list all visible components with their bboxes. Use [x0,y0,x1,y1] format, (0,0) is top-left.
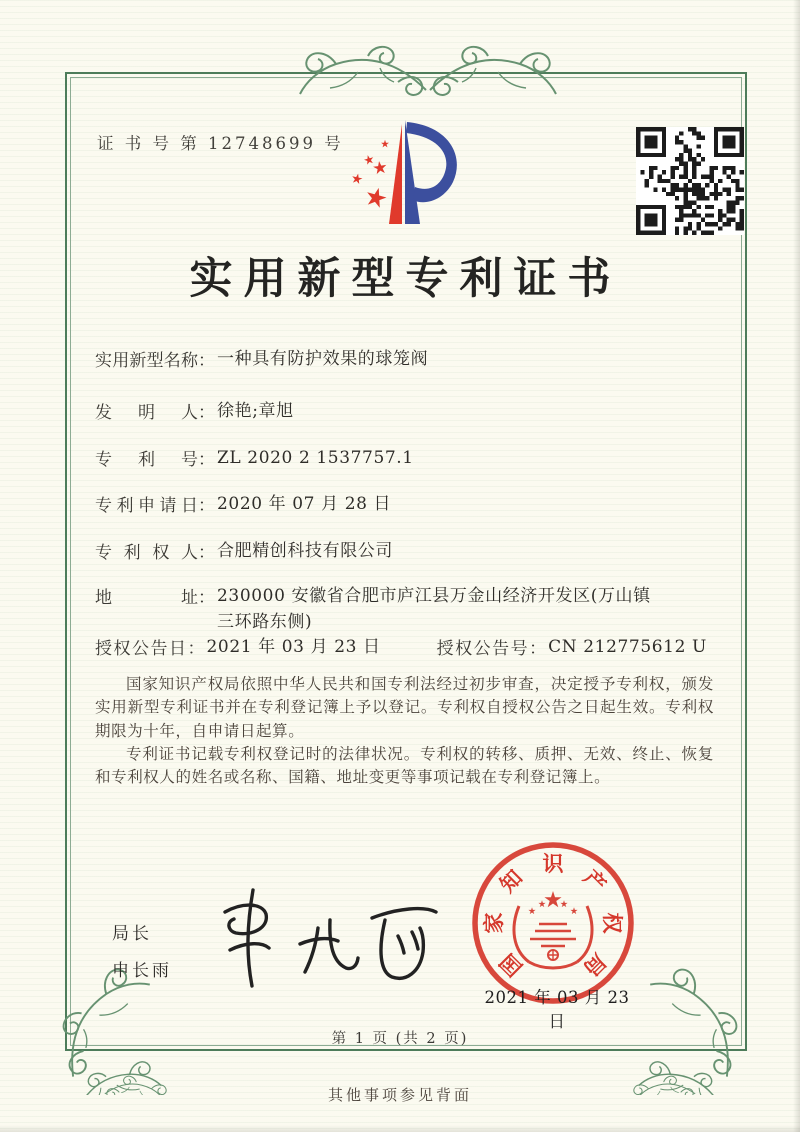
director-title: 局长 [112,924,152,944]
svg-text:产: 产 [578,864,612,898]
field-label: 专利权人 [95,543,198,563]
cnipa-logo-icon [333,110,473,238]
field-row-address [95,583,655,636]
legal-paragraph-2: 专利证书记载专利权登记时的法律状况。专利权的转移、质押、无效、终止、恢复和专利权人的姓名或名称、国籍、地址变更等事项记载在专利登记簿上。 [95,744,714,786]
svg-text:家: 家 [481,912,506,934]
director-signature [205,878,450,996]
field-row-inventor [95,398,294,424]
field-value: 2020 年 07 月 28 日 [217,494,392,514]
field-row-utility-model-name [95,346,428,372]
qr-code [636,127,744,235]
field-colon: ： [198,450,215,470]
grant-date-group [95,634,381,660]
paper-edge-right [793,0,800,1132]
field-value: 230000 安徽省合肥市庐江县万金山经济开发区(万山镇三环路东侧) [217,586,651,633]
field-colon: ： [198,496,215,516]
certificate-title: 实用新型专利证书 [189,254,622,304]
grant-number-value: CN 212775612 U [548,637,707,657]
svg-text:知: 知 [494,864,528,898]
field-value: 合肥精创科技有限公司 [217,541,393,561]
field-row-filing-date [95,491,391,517]
field-colon: ： [529,639,547,659]
field-row-patent-number [95,445,414,471]
field-value: 一种具有防护效果的球笼阀 [217,349,429,369]
field-label: 地址 [95,588,198,608]
seal-date: 2021 年 03 月 23 日 [484,988,630,1031]
national-emblem-icon [514,891,592,968]
grant-date-value: 2021 年 03 月 23 日 [206,637,381,657]
top-flourish-ornament-icon [288,34,568,106]
field-colon: ： [187,639,205,659]
field-label: 专利申请日 [95,496,198,516]
field-label: 发明人 [95,403,198,423]
field-label: 实用新型名称 [95,351,198,371]
back-side-note: 其他事项参见背面 [327,1086,472,1104]
legal-paragraph-1: 国家知识产权局依照中华人民共和国专利法经过初步审查，决定授予专利权，颁发实用新型专利证书并在专利登记簿上予以登记。专利权自授权公告之日起生效。专利权期限为十年，自申请日起算。 [95,675,714,740]
official-seal [468,838,638,1008]
grant-number-group [437,634,707,660]
svg-text:局: 局 [578,948,612,982]
paper-edge-bottom [0,1125,800,1132]
director-name: 申长雨 [112,961,172,981]
svg-text:国: 国 [494,948,528,982]
field-colon: ： [198,588,215,608]
field-value: ZL 2020 2 1537757.1 [217,448,414,468]
field-label: 专利号 [95,450,198,470]
certificate-number: 证 书 号 第 12748699 号 [97,134,344,153]
page-indicator: 第 1 页 (共 2 页) [331,1031,469,1047]
field-colon: ： [198,543,215,563]
field-colon: ： [198,351,215,371]
field-row-patentee [95,538,393,564]
grant-number-label: 授权公告号 [436,639,530,659]
grant-row [95,634,707,660]
field-colon: ： [198,403,215,423]
legal-text-block [95,673,714,789]
grant-date-label: 授权公告日 [95,639,188,659]
svg-text:权: 权 [600,912,625,934]
svg-text:识: 识 [542,851,564,876]
field-value: 徐艳;章旭 [217,401,294,421]
